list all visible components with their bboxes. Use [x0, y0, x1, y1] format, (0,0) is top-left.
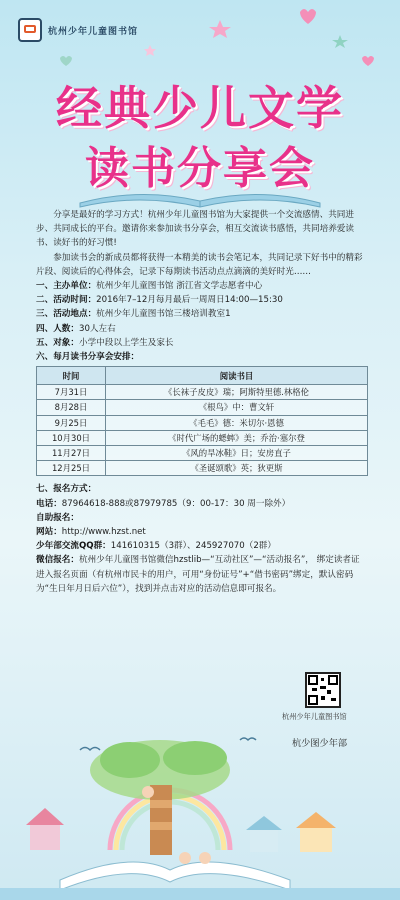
row-book: 《时代广场的蟋蟀》美；乔治·塞尔登 [106, 430, 368, 445]
time-value: 2016年7–12月每月最后一周周日14:00—15:30 [96, 295, 283, 306]
row-book: 《长袜子皮皮》瑞；阿斯特里德.林格伦 [106, 385, 368, 400]
place-value: 杭州少年儿童图书馆三楼培训教室1 [96, 309, 231, 320]
self-signup-item [36, 511, 368, 525]
wechat-label: 微信报名： [36, 555, 79, 566]
heart-icon [362, 56, 374, 66]
table-row [37, 446, 368, 461]
row-book: 《风的旱冰鞋》日；安房直子 [106, 446, 368, 461]
place-item [36, 307, 368, 321]
time-item [36, 293, 368, 307]
star-icon [332, 35, 348, 48]
row-book: 《根鸟》中：曹文轩 [106, 400, 368, 415]
table-row [37, 461, 368, 476]
count-value: 30人左右 [78, 323, 116, 334]
qq-label: 少年部交流QQ群： [36, 541, 111, 552]
self-signup-label: 自助报名： [36, 512, 79, 523]
audience-label: 五、对象： [36, 337, 79, 348]
table-row [37, 385, 368, 400]
table-row [37, 400, 368, 415]
wechat-item [36, 553, 368, 596]
sky-decoration [0, 0, 400, 70]
website-link[interactable]: http://www.hzst.net [61, 527, 146, 538]
phone-item [36, 497, 368, 511]
table-header-book: 阅读书目 [106, 367, 368, 385]
table-header-time: 时间 [37, 367, 106, 385]
row-date: 8月28日 [37, 400, 106, 415]
phone-label: 电话： [36, 498, 62, 509]
table-header-row [37, 367, 368, 385]
qq-value: 141610315（3群）、245927070（2群） [110, 541, 276, 552]
library-name: 杭州少年儿童图书馆 [48, 26, 139, 37]
website-label: 网站： [36, 527, 62, 538]
host-value: 杭州少年儿童图书馆 浙江省文学志愿者中心 [96, 281, 263, 292]
content [36, 208, 368, 596]
count-item [36, 322, 368, 336]
time-label: 二、活动时间： [36, 295, 97, 306]
audience-item [36, 336, 368, 350]
star-icon [144, 45, 156, 56]
intro-paragraph-2: 参加读书会的新成员都将获得一本精美的读书会笔记本，共同记录下好书中的精彩片段、阅读后的心得体会，记录下每期读书活动点点滴滴的美好时光…… [36, 252, 363, 277]
title-line-2: 读书分享会 [85, 143, 315, 194]
row-date: 10月30日 [37, 430, 106, 445]
place-label: 三、活动地点： [36, 309, 97, 320]
count-label: 四、人数： [36, 323, 79, 334]
heart-icon [60, 56, 72, 66]
qr-caption: 杭州少年儿童图书馆 [282, 712, 347, 721]
intro-paragraph-1: 分享是最好的学习方式！杭州少年儿童图书馆为大家提供一个交流感情、共同进步、共同成长的平台。邀请你来参加读书分享会，相互交流读书感悟，共同培养爱读书、读好书的好习惯! [36, 210, 354, 249]
row-date: 11月27日 [37, 446, 106, 461]
table-row [37, 415, 368, 430]
row-book: 《圣诞颂歌》英；狄更斯 [106, 461, 368, 476]
qr-code-icon [307, 674, 339, 706]
row-date: 7月31日 [37, 385, 106, 400]
star-icon [209, 20, 231, 38]
tree-book-illustration [0, 730, 400, 900]
title-line-1: 经典少儿文学 [56, 81, 344, 135]
wechat-value: 杭州少年儿童图书馆微信hzstlib—“互动社区”—“活动报名”， 绑定读者证进入报名页面（有杭州市民卡的用户，可用“身份证号”+“借书密码”绑定，默认密码为“生日年月日后六位”），找到并点击对应的活动信息即可报名。 [36, 555, 360, 594]
website-item [36, 525, 368, 539]
qr-code[interactable] [305, 672, 341, 708]
heart-icon [300, 9, 316, 24]
row-book: 《毛毛》德：米切尔·恩德 [106, 415, 368, 430]
audience-value: 小学中段以上学生及家长 [78, 337, 174, 348]
qr-dept-name: 杭少图少年部 [292, 738, 348, 749]
signup-heading: 七、报名方式： [36, 484, 97, 495]
qq-item [36, 539, 368, 553]
phone-value[interactable]: 87964618-888或87979785（9：00-17：30 周一除外） [61, 498, 291, 509]
schedule-table [36, 366, 368, 476]
table-row [37, 430, 368, 445]
open-book-icon [70, 185, 330, 209]
row-date: 12月25日 [37, 461, 106, 476]
host-label: 一、主办单位： [36, 281, 97, 292]
schedule-heading: 六、每月读书分享会安排： [36, 352, 140, 363]
host-item [36, 279, 368, 293]
row-date: 9月25日 [37, 415, 106, 430]
